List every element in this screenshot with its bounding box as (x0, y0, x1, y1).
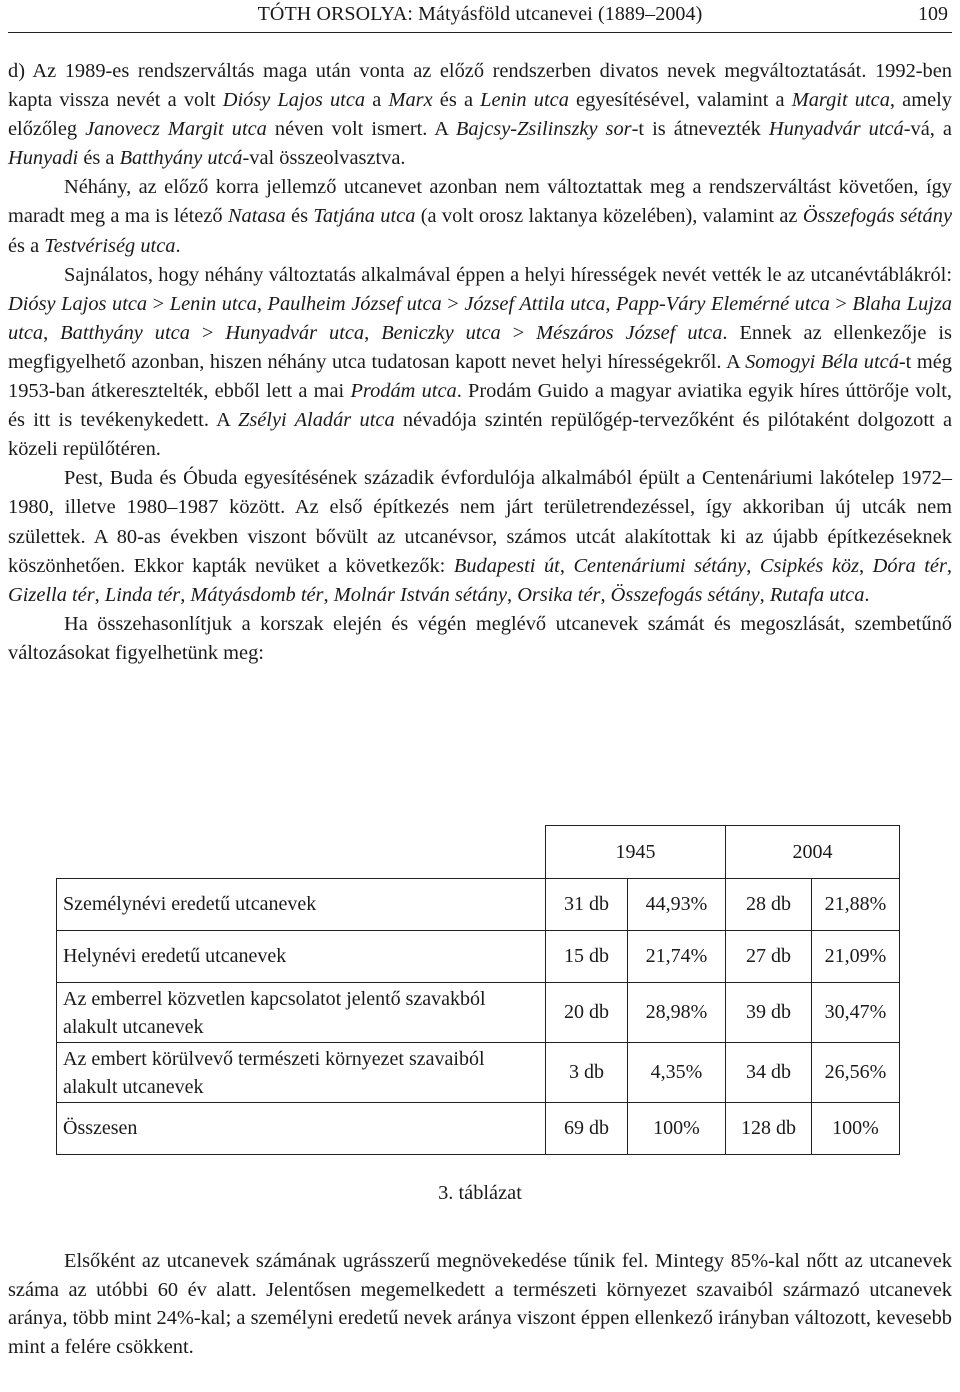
row-label: Az emberrel közvetlen kapcsolatot jelentő szavakból alakult utcanevek (57, 983, 546, 1043)
cell-pct-1945: 44,93% (628, 879, 726, 931)
italic-run: Összefogás sétány (802, 205, 952, 228)
cell-count-2004: 27 db (726, 931, 812, 983)
cell-count-2004: 28 db (726, 879, 812, 931)
italic-run: Natasa (227, 205, 286, 228)
author-last-rest: ÓTH (269, 3, 312, 25)
italic-run: Margit utca (791, 89, 890, 112)
italic-run: Beniczky utca (381, 321, 501, 344)
page-number: 109 (918, 3, 948, 25)
italic-run: Budapesti út (453, 554, 560, 577)
cell-count-1945: 69 db (546, 1103, 628, 1155)
italic-run: Blaha Lujza utca (8, 292, 952, 344)
table-corner (57, 826, 546, 879)
paragraph-5: Ha összehasonlítjuk a korszak elején és végén meglévő utcanevek számát és megoszlását, szembetűnő változásokat figyelhetünk meg: (8, 612, 952, 664)
cell-count-1945: 31 db (546, 879, 628, 931)
article-title: : Mátyásföld utcanevei (1889–2004) (407, 3, 703, 25)
italic-run: Batthyány utcá (119, 147, 243, 170)
italic-run: Diósy Lajos utca (8, 292, 148, 315)
table-caption: 3. táblázat (438, 1182, 522, 1204)
italic-run: Mészáros József utca (536, 321, 723, 344)
italic-run: Prodám utca (350, 380, 457, 403)
italic-run: Dóra tér (872, 554, 947, 577)
italic-run: Csipkés köz (759, 554, 860, 577)
italic-run: Molnár István sétány (333, 583, 507, 606)
cell-pct-2004: 26,56% (812, 1043, 900, 1103)
cell-pct-2004: 100% (812, 1103, 900, 1155)
author-first-initial: T (257, 3, 270, 25)
row-label: Helynévi eredetű utcanevek (57, 931, 546, 983)
author-given-rest: RSOLYA (330, 3, 408, 25)
table-row (57, 1043, 900, 1103)
body-text-lower (8, 1247, 952, 1361)
row-label: Személynévi eredetű utcanevek (57, 879, 546, 931)
italic-run: Batthyány utca (60, 321, 190, 344)
running-header (8, 0, 952, 33)
row-label: Összesen (57, 1103, 546, 1155)
paragraph-1: d) Az 1989-es rendszerváltás maga után vonta az előző rendszerben divatos nevek megváltoztatását. 1992-ben kapta vissza nevét a volt Diósy Lajos utca a Marx és a Lenin utca egyesítésével, valamint a Margit utca, amely előzőleg Janovecz Margit utca néven volt ismert. A Bajcsy-Zsilinszky sor-t is átnevezték Hunyadvár utcá-vá, a Hunyadi és a Batthyány utcá-val összeolvasztva. (8, 60, 952, 170)
paragraph-6: Elsőként az utcanevek számának ugrásszerű megnövekedése tűnik fel. Mintegy 85%-kal nőtt az utcanevek száma az utóbbi 60 év alatt. Jelentősen megemelkedett a természeti környezet szavaiból származó utcanevek aránya, több mint 24%-kal; a személyni eredetű nevek aránya viszont éppen ellenkező irányban változott, kevesebb mint a felére csökkent. (8, 1250, 952, 1358)
italic-run: Papp-Váry Elemérné utca (615, 292, 830, 315)
cell-count-1945: 3 db (546, 1043, 628, 1103)
cell-pct-1945: 100% (628, 1103, 726, 1155)
italic-run: Linda tér (104, 583, 181, 606)
italic-run: Bajcsy-Zsilinszky sor (455, 118, 632, 141)
italic-run: Hunyadvár utca (225, 321, 365, 344)
cell-pct-1945: 21,74% (628, 931, 726, 983)
cell-pct-1945: 28,98% (628, 983, 726, 1043)
cell-count-2004: 39 db (726, 983, 812, 1043)
table-row-total (57, 1103, 900, 1155)
italic-run: Mátyásdomb tér (190, 583, 324, 606)
cell-count-1945: 20 db (546, 983, 628, 1043)
italic-run: Janovecz Margit utca (85, 118, 267, 141)
italic-run: Gizella tér (8, 583, 95, 606)
body-text-upper (8, 57, 952, 668)
italic-run: Zsélyi Aladár utca (237, 409, 395, 432)
italic-run: Hunyadi (8, 147, 79, 170)
cell-count-1945: 15 db (546, 931, 628, 983)
header-title (8, 3, 952, 26)
street-name-table (56, 825, 900, 1155)
italic-run: Lenin utca (169, 292, 257, 315)
italic-run: József Attila utca (464, 292, 606, 315)
cell-count-2004: 128 db (726, 1103, 812, 1155)
paragraph-3: Sajnálatos, hogy néhány változtatás alkalmával éppen a helyi hírességek nevét vették le az utcanévtáblákról: Diósy Lajos utca > Lenin utca, Paulheim József utca > József Attila utca, Papp-Váry Elemérné utca > Blaha Lujza utca, Batthyány utca > Hunyadvár utca, Beniczky utca > Mészáros József utca. Ennek az ellenkezője is megfigyelhető azonban, hiszen néhány utca tudatosan kapott nevet helyi hírességekről. A Somogyi Béla utcá-t még 1953-ban átkeresztelték, ebből lett a mai Prodám utca. Prodám Guido a magyar aviatika egyik híres úttörője volt, és itt is tevékenykedett. A Zsélyi Aladár utca névadója szintén repülőgép-tervezőként és pilótaként dolgozott a közeli repülőtéren. (8, 263, 953, 461)
table-header-row (57, 826, 900, 879)
cell-pct-2004: 21,09% (812, 931, 900, 983)
cell-pct-2004: 21,88% (812, 879, 900, 931)
author-given-initial: O (316, 3, 331, 25)
italic-run: Lenin utca (480, 89, 569, 112)
cell-pct-1945: 4,35% (628, 1043, 726, 1103)
italic-run: Rutafa utca (769, 583, 865, 606)
row-label: Az embert körülvevő természeti környezet szavaiból alakult utcanevek (57, 1043, 546, 1103)
italic-run: Összefogás sétány (610, 583, 760, 606)
italic-run: Testvériség utca (44, 234, 176, 257)
italic-run: Tatjána utca (313, 205, 416, 228)
table-row (57, 879, 900, 931)
italic-run: Hunyadvár utcá (768, 118, 904, 141)
paragraph-4: Pest, Buda és Óbuda egyesítésének századik évfordulója alkalmából épült a Centenáriumi lakótelep 1972–1980, illetve 1980–1987 között. Az első építkezés nem járt területrendezéssel, így akkoriban új utcák nem születtek. A 80-as években viszont bővült az utcanévsor, számos utcát alakítottak ki az újabb építkezéseknek köszönhetően. Ekkor kapták nevüket a következők: Budapesti út, Centenáriumi sétány, Csipkés köz, Dóra tér, Gizella tér, Linda tér, Mátyásdomb tér, Molnár István sétány, Orsika tér, Összefogás sétány, Rutafa utca. (8, 467, 953, 606)
table-row (57, 983, 900, 1043)
italic-run: Diósy Lajos utca (222, 89, 366, 112)
table-row (57, 931, 900, 983)
paragraph-2: Néhány, az előző korra jellemző utcanevet azonban nem változtattak meg a rendszerváltást követően, így maradt meg a ma is létező Natasa és Tatjána utca (a volt orosz laktanya közelében), valamint az Összefogás sétány és a Testvériség utca. (8, 176, 952, 257)
italic-run: Somogyi Béla utcá (745, 350, 899, 373)
cell-pct-2004: 30,47% (812, 983, 900, 1043)
italic-run: Centenáriumi sétány (573, 554, 747, 577)
italic-run: Orsika tér (517, 583, 601, 606)
table-year-1945: 1945 (546, 826, 726, 879)
italic-run: Paulheim József utca (267, 292, 442, 315)
italic-run: Marx (388, 89, 433, 112)
cell-count-2004: 34 db (726, 1043, 812, 1103)
table-year-2004: 2004 (726, 826, 900, 879)
